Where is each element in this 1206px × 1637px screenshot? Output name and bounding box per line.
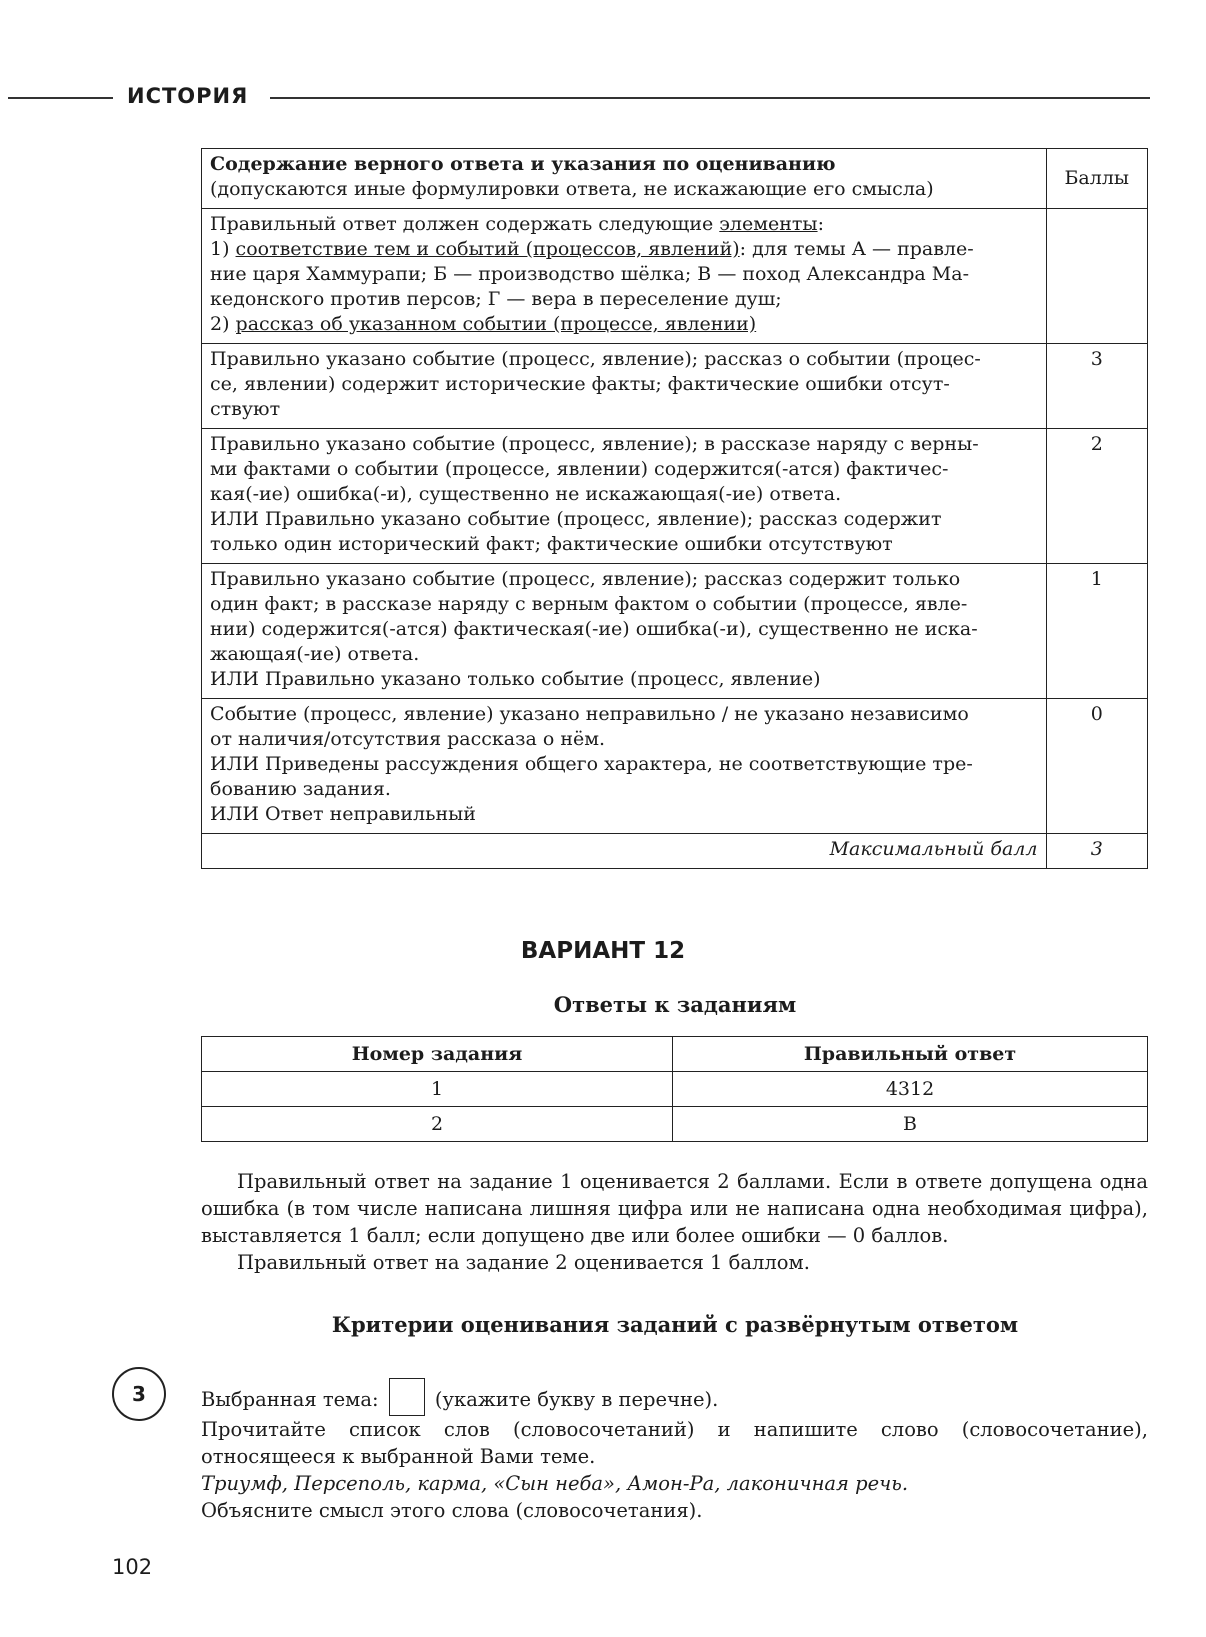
header-rule-right [270, 97, 1150, 99]
table-row [202, 1072, 1148, 1107]
criteria-text: Событие (процесс, явление) указано неправильно / не указано независимо от наличия/отсутствия рассказа о нём. ИЛИ Приведены рассуждения общего характера, не соответствующие тре- бованию задания. ИЛИ Ответ неправильный [202, 699, 1047, 834]
criteria-row-score-0 [202, 699, 1148, 834]
criteria-text: Правильно указано событие (процесс, явление); рассказ о событии (процес- се, явлении) содержит исторические факты; фактические ошибки отсут- ствуют [202, 344, 1047, 429]
task-number-badge: 3 [112, 1367, 166, 1421]
answer-value: 4312 [673, 1072, 1148, 1107]
task-explain: Объясните смысл этого слова (словосочетания). [201, 1499, 703, 1522]
criteria-row-score-1 [202, 564, 1148, 699]
answers-col-number: Номер задания [202, 1037, 673, 1072]
criteria-score-header: Баллы [1046, 149, 1148, 209]
criteria-score: 2 [1046, 429, 1148, 564]
criteria-score: 0 [1046, 699, 1148, 834]
criteria-table [201, 148, 1148, 869]
answer-task-number: 1 [202, 1072, 673, 1107]
topic-line [201, 1378, 1148, 1416]
criteria-score: 1 [1046, 564, 1148, 699]
table-row [202, 1107, 1148, 1142]
answer-value: В [673, 1107, 1148, 1142]
page-number: 102 [112, 1555, 153, 1579]
criteria-header-row [202, 149, 1148, 209]
variant-title: ВАРИАНТ 12 [520, 938, 686, 964]
criteria-content-header: Содержание верного ответа и указания по оцениванию (допускаются иные формулировки ответа, не искажающие его смысла) [202, 149, 1047, 209]
criteria-text: Правильно указано событие (процесс, явление); рассказ содержит только один факт; в рассказе наряду с верным фактом о событии (процессе, явле- нии) содержится(-атся) фактическая(-ие) ошибка(-и), существенно не иска- жающая(-ие) ответа. ИЛИ Правильно указано только событие (процесс, явление) [202, 564, 1047, 699]
criteria-max-row [202, 834, 1148, 869]
topic-letter-box[interactable] [389, 1378, 425, 1416]
answers-header-row [202, 1037, 1148, 1072]
running-header-title: ИСТОРИЯ [127, 84, 249, 108]
criteria-intro-cell: Правильный ответ должен содержать следующие элементы: 1) соответствие тем и событий (процессов, явлений): для темы А — правле- ние царя Хаммурапи; Б — производство шёлка; В — поход Александра Ма- кедонского против персов; Г — вера в переселение душ; 2) рассказ об указанном событии (процессе, явлении) [202, 209, 1047, 344]
task-instruction: Прочитайте список слов (словосочетаний) и напишите слово (словосочетание), относящееся к выбранной Вами теме. [201, 1418, 1148, 1468]
criteria-row-score-3 [202, 344, 1148, 429]
criteria-intro-row [202, 209, 1148, 344]
topic-hint: (укажите букву в перечне). [434, 1388, 719, 1411]
max-score-value: 3 [1046, 834, 1148, 869]
answers-col-answer: Правильный ответ [673, 1037, 1148, 1072]
criteria-text: Правильно указано событие (процесс, явление); в рассказе наряду с верны- ми фактами о событии (процессе, явлении) содержится(-атся) фактичес- кая(-ие) ошибка(-и), существенно не искажающая(-ие) ответа. ИЛИ Правильно указано событие (процесс, явление); рассказ содержит только один исторический факт; фактические ошибки отсутствуют [202, 429, 1047, 564]
answers-table [201, 1036, 1148, 1142]
max-score-label: Максимальный балл [202, 834, 1047, 869]
answer-task-number: 2 [202, 1107, 673, 1142]
header-rule-left [8, 97, 113, 99]
answers-title: Ответы к заданиям [553, 992, 797, 1017]
scoring-paragraph-2: Правильный ответ на задание 2 оценивается 1 баллом. [237, 1251, 810, 1274]
task-3 [201, 1378, 1148, 1524]
criteria-score: 3 [1046, 344, 1148, 429]
criteria-row-score-2 [202, 429, 1148, 564]
task-words-list: Триумф, Персеполь, карма, «Сын неба», Амон-Ра, лаконичная речь. [201, 1472, 909, 1495]
criteria-intro-score-empty [1046, 209, 1148, 344]
topic-label: Выбранная тема: [201, 1388, 379, 1411]
scoring-paragraph-1: Правильный ответ на задание 1 оценивается 2 баллами. Если в ответе допущена одна ошибка (в том числе написана лишняя цифра или не написана одна необходимая цифра), выставляется 1 балл; если допущено две или более ошибки — 0 баллов. [201, 1170, 1148, 1247]
criteria-section-title: Критерии оценивания заданий с развёрнутым ответом [331, 1312, 1019, 1337]
